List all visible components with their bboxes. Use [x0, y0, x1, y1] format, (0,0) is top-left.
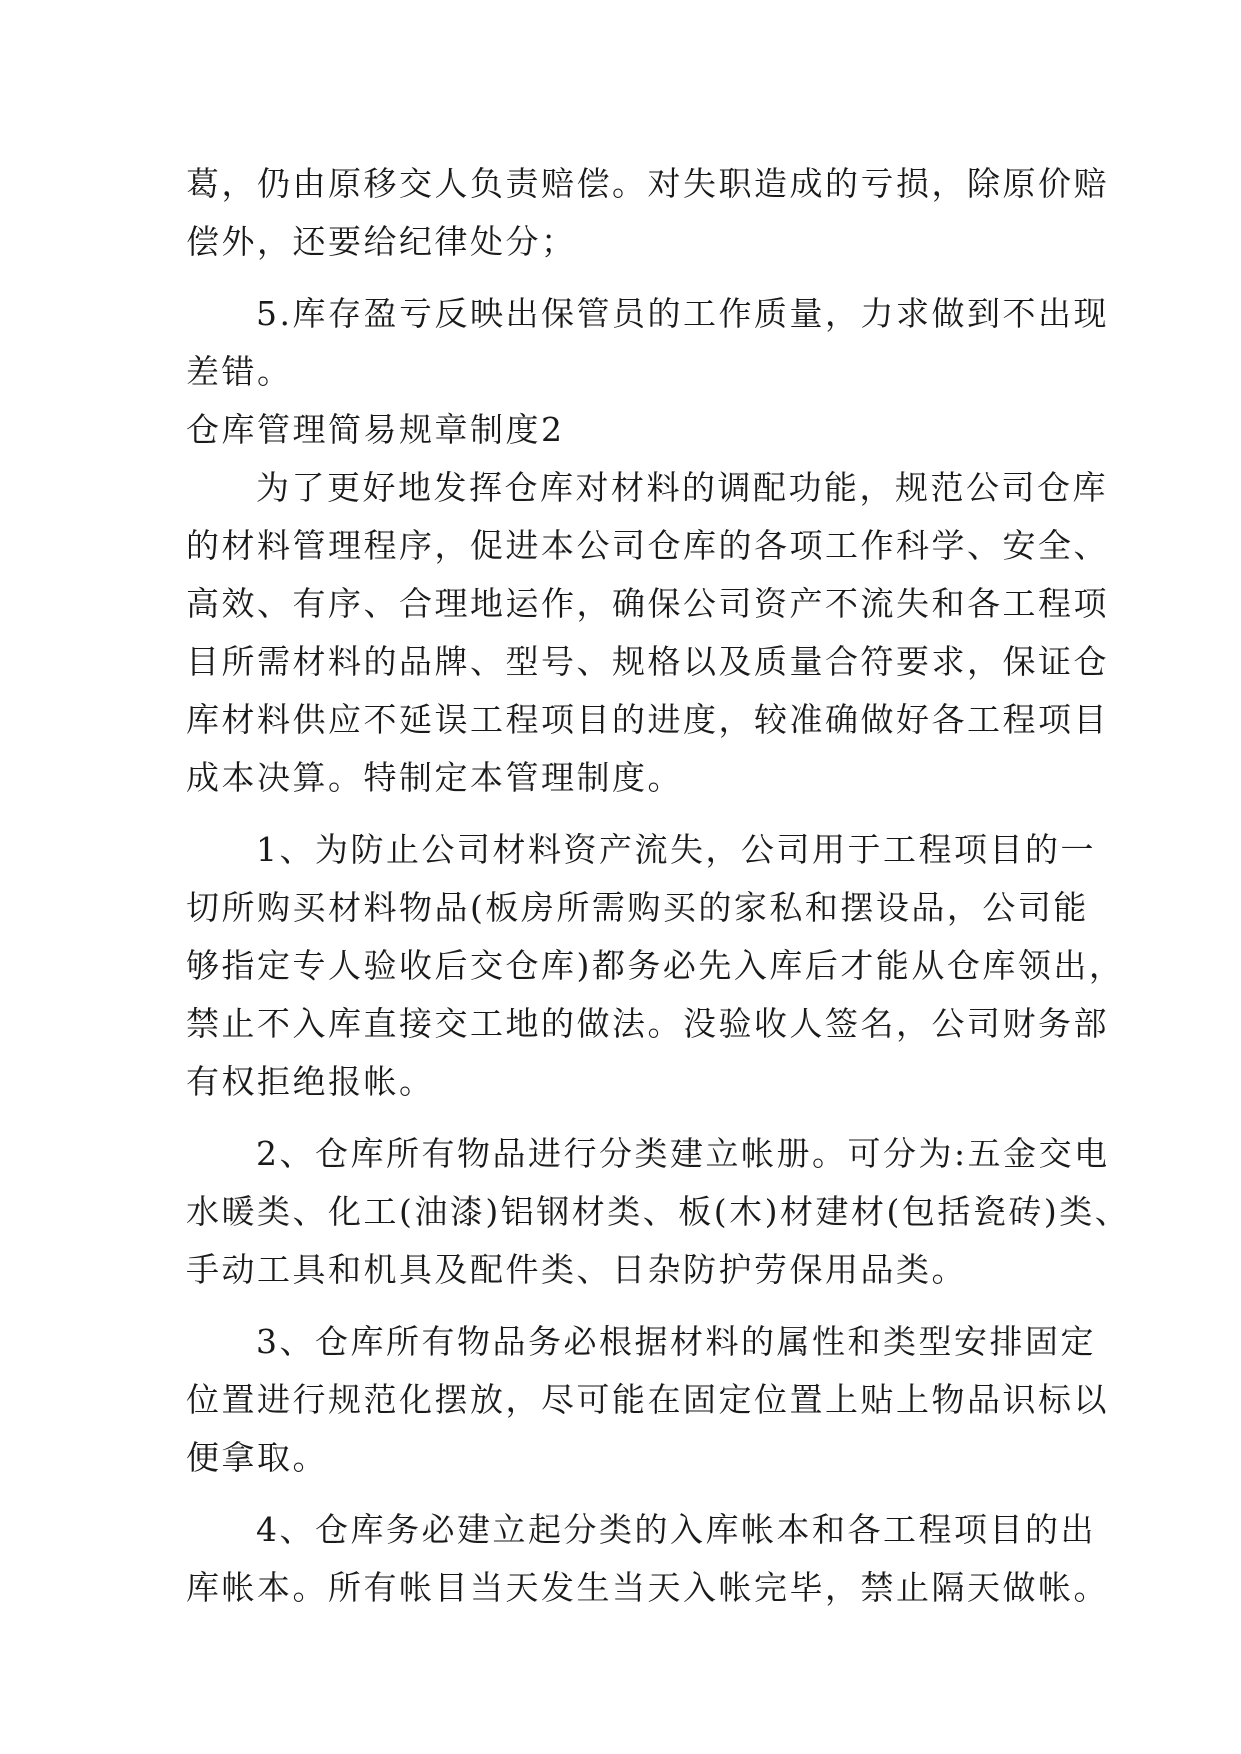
- document-body: [186, 155, 1131, 1617]
- text-line: 偿外，还要给纪律处分；: [186, 222, 577, 261]
- text-line: 手动工具和机具及配件类、日杂防护劳保用品类。: [186, 1250, 967, 1289]
- text-line: 位置进行规范化摆放，尽可能在固定位置上贴上物品识标以: [186, 1380, 1109, 1419]
- text-line: 目所需材料的品牌、型号、规格以及质量合符要求，保证仓: [186, 642, 1109, 681]
- text-line: 水暖类、化工(油漆)铝钢材类、板(木)材建材(包括瓷砖)类、: [186, 1192, 1131, 1231]
- section-heading: 仓库管理简易规章制度2: [186, 410, 565, 449]
- text-line: 禁止不入库直接交工地的做法。没验收人签名，公司财务部: [186, 1004, 1109, 1043]
- text-line: 高效、有序、合理地运作，确保公司资产不流失和各工程项: [186, 584, 1109, 623]
- text-line: 成本决算。特制定本管理制度。: [186, 758, 683, 797]
- list-item-5: 5.库存盈亏反映出保管员的工作质量，力求做到不出现: [256, 294, 1109, 333]
- text-line: 差错。: [186, 352, 293, 391]
- list-item-1: 1、为防止公司材料资产流失，公司用于工程项目的一: [256, 830, 1096, 869]
- text-line: 切所购买材料物品(板房所需购买的家私和摆设品，公司能: [186, 888, 1089, 927]
- list-item-3: 3、仓库所有物品务必根据材料的属性和类型安排固定: [256, 1322, 1096, 1361]
- text-line: 库帐本。所有帐目当天发生当天入帐完毕，禁止隔天做帐。: [186, 1568, 1109, 1607]
- text-line: 够指定专人验收后交仓库)都务必先入库后才能从仓库领出，: [186, 946, 1125, 985]
- list-item-4: 4、仓库务必建立起分类的入库帐本和各工程项目的出: [256, 1510, 1096, 1549]
- text-line: 库材料供应不延误工程项目的进度，较准确做好各工程项目: [186, 700, 1109, 739]
- text-line: 葛，仍由原移交人负责赔偿。对失职造成的亏损，除原价赔: [186, 164, 1109, 203]
- paragraph-intro: 为了更好地发挥仓库对材料的调配功能，规范公司仓库: [256, 468, 1108, 507]
- list-item-2: 2、仓库所有物品进行分类建立帐册。可分为:五金交电: [256, 1134, 1110, 1173]
- text-line: 有权拒绝报帐。: [186, 1062, 435, 1101]
- text-line: 的材料管理程序，促进本公司仓库的各项工作科学、安全、: [186, 526, 1109, 565]
- text-line: 便拿取。: [186, 1438, 328, 1477]
